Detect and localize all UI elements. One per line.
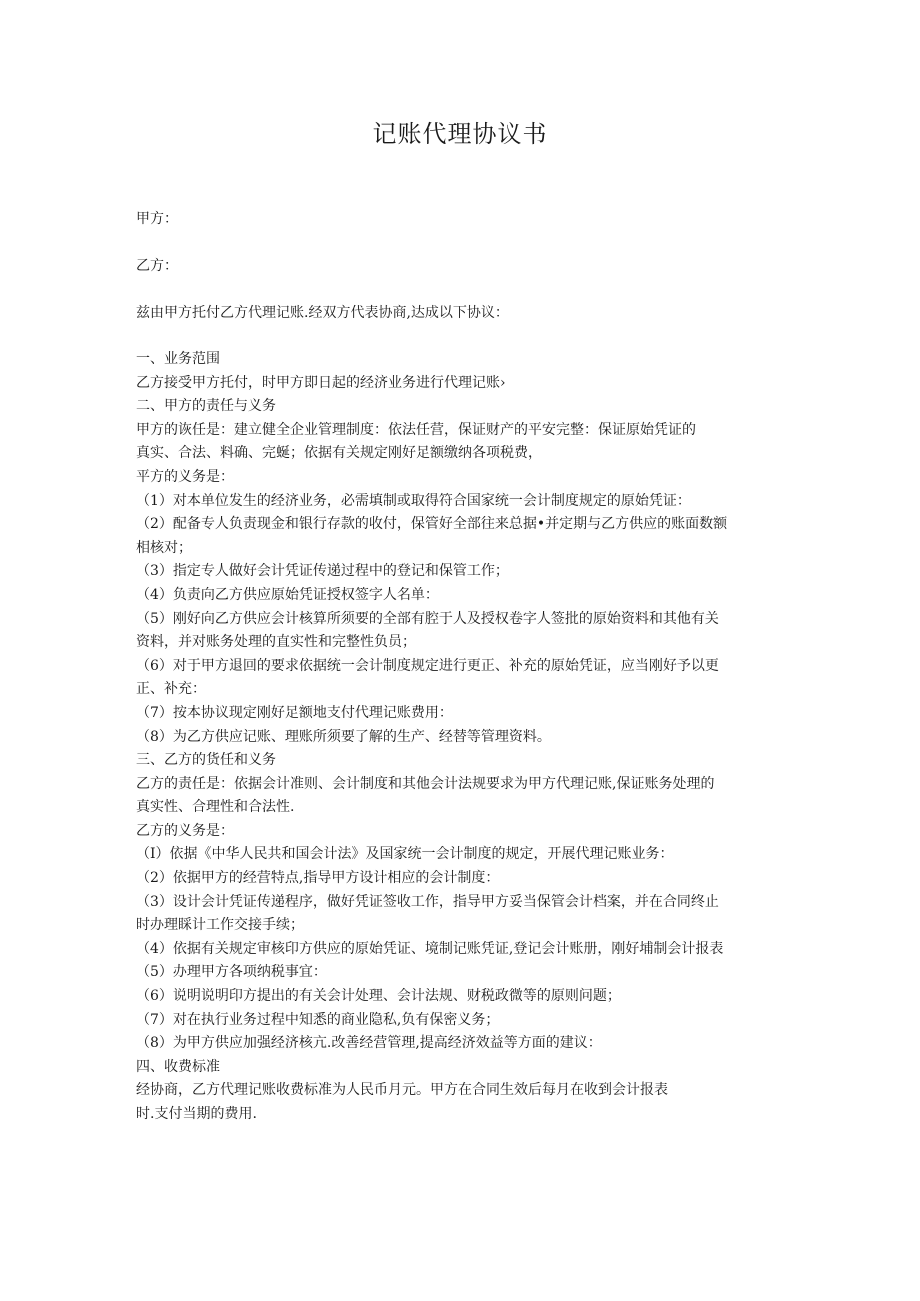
body-line: 乙方的责任是：依据会计准则、会计制度和其他会计法规要求为甲方代理记账,保证账务处理的: [136, 775, 715, 792]
body-line: （5）刚好向乙方供应会计核算所须要的全部有腔于人及授权卷字人签批的原始资料和其他有关: [136, 610, 719, 627]
body-line: （4）负责向乙方供应原始凭证授权签字人名单：: [136, 586, 439, 603]
body-line: （4）依据有关规定审核印方供应的原始凭证、境制记账凭证,登记会计账册，刚好埔制会计报表: [136, 940, 724, 957]
body-line: （7）对在执行业务过程中知悉的商业隐私,负有保密义务；: [136, 1011, 500, 1028]
body-line: （3）设计会计凭证传递程序，做好凭证签收工作，指导甲方妥当保管会计档案，并在合同终止: [136, 893, 719, 910]
body-line: 时.支付当期的费用.: [136, 1106, 257, 1122]
body-line: 相核对；: [136, 539, 192, 556]
body-line: 乙方的义务是：: [136, 822, 234, 839]
agreement-body: [136, 348, 796, 1127]
body-line: （I）依据《中华人民共和国会计法》及国家统一会计制度的规定，开展代理记账业务：: [136, 846, 674, 863]
body-line: 一、业务范围: [136, 351, 220, 367]
body-line: （8）为乙方供应记账、理账所须要了解的生产、经替等管理资料。: [136, 728, 551, 745]
body-line: 平方的义务是：: [136, 468, 234, 485]
body-line: 二、甲方的责任与义务: [136, 398, 276, 415]
document-title: 记账代理协议书: [372, 120, 548, 148]
body-line: （2）配备专人负责现金和银行存款的收付，保管好全部往来总据•并定期与乙方供应的账面数额: [136, 516, 728, 533]
body-line: （1）对本单位发生的经济业务，必需填制或取得符合国家统一会计制度规定的原始凭证：: [136, 492, 691, 509]
intro-paragraph: 兹由甲方托付乙方代理记账.经双方代表协商,达成以下协议：: [136, 305, 509, 321]
body-line: 时办理睬计工作交接手续；: [136, 917, 304, 934]
party-b-label: 乙方：: [136, 258, 178, 274]
body-line: 经协商，乙方代理记账收费标准为人民币月元。甲方在合同生效后每月在收到会计报表: [136, 1082, 668, 1099]
body-line: （3）指定专人做好会计凭证传递过程中的登记和保管工作；: [136, 563, 509, 580]
body-line: 四、收费标准: [136, 1058, 220, 1075]
body-line: 真实性、合理性和合法性.: [136, 799, 295, 816]
body-line: 资料，并对账务处理的直实性和完整性负员；: [136, 634, 416, 651]
body-line: 乙方接受甲方托付，时甲方即日起的经济业务进行代理记账›: [136, 374, 506, 391]
body-line: （2）依据甲方的经营特点,指导甲方设计相应的会计制度：: [136, 870, 500, 887]
body-line: 甲方的诙任是：建立健全企业管理制度：依法任营，保证财产的平安完整：保证原始凭证的: [136, 421, 696, 438]
body-line: （6）对于甲方退回的要求依据统一会计制度规定进行更正、补充的原始凭证，应当刚好予以更: [136, 657, 719, 674]
body-line: （7）按本协议现定刚好足额地支付代理记账费用：: [136, 704, 453, 721]
body-line: （5）办理甲方各项纳税事宜：: [136, 964, 327, 981]
body-line: 真实、合法、料确、完蜒；依据有关规定刚好足额缴纳各项税费，: [136, 445, 542, 462]
body-line: 三、乙方的货任和义务: [136, 752, 276, 769]
party-a-label: 甲方：: [136, 211, 178, 227]
body-line: 正、补充：: [136, 681, 206, 698]
body-line: （8）为甲方供应加强经济核亢.改善经营管理,提高经济效益等方面的建议：: [136, 1035, 602, 1052]
body-line: （6）说明说明印方提出的有关会计处理、会计法规、财税政微等的原则问题；: [136, 988, 621, 1005]
